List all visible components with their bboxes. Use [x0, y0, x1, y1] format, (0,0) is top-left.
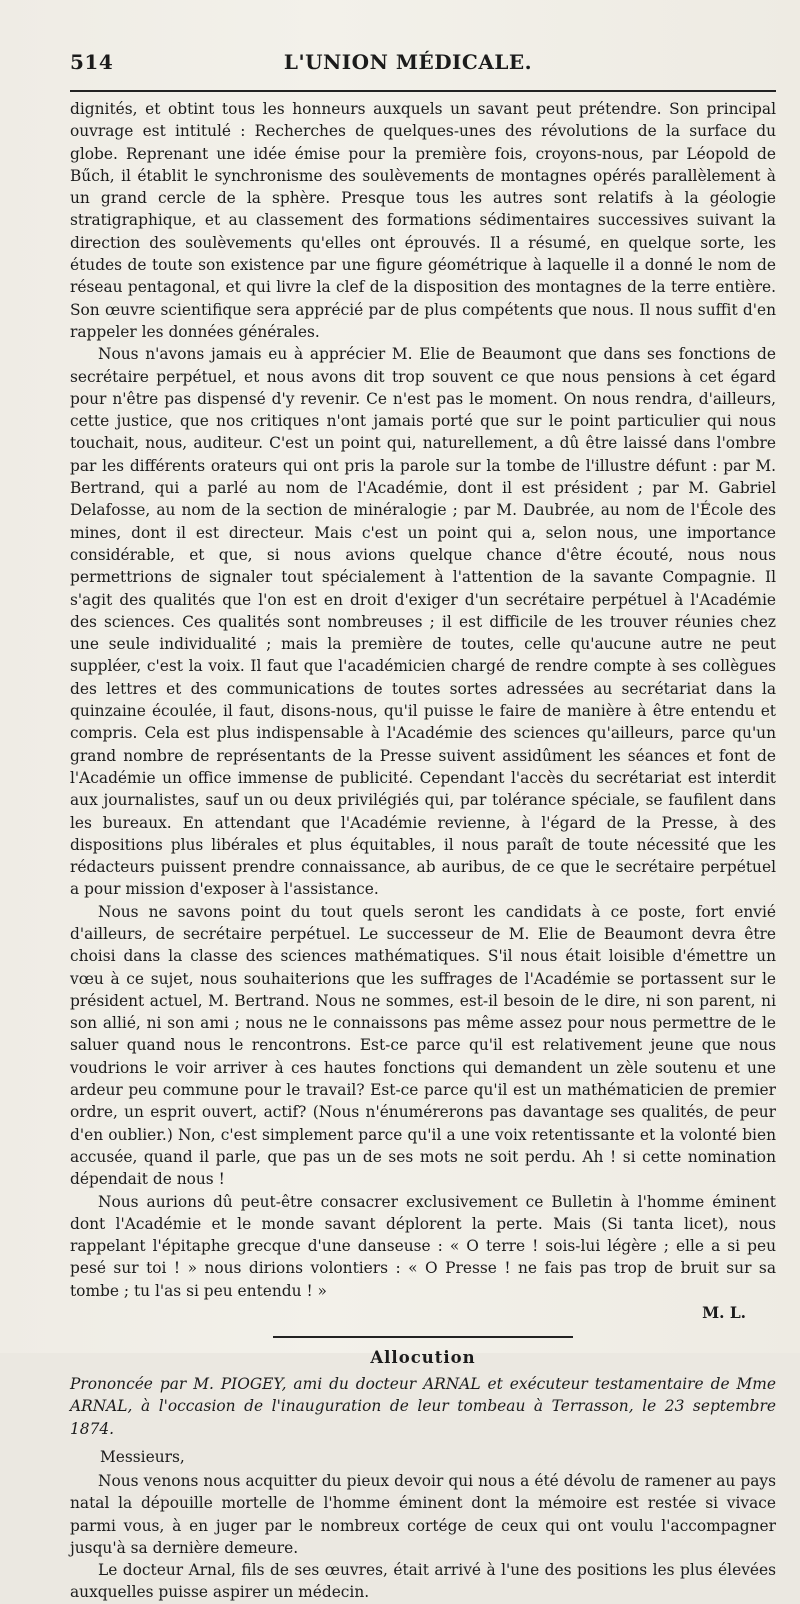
section-subtitle: Prononcée par M. PIOGEY, ami du docteur ARNAL et exécuteur testamentaire de Mme ARNAL, à l'occasion de l'inauguration de leur tombeau à Terrasson, le 23 septembre 1874. [70, 1375, 776, 1438]
article-paragraph: Nous aurions dû peut-être consacrer exclusivement ce Bulletin à l'homme éminent dont l'Académie et le monde savant déplorent la perte. Mais (Si tanta licet), nous rappelant l'épitaphe grecque d'une danseuse : « O terre ! sois-lui légère ; elle a si peu pesé sur toi ! » nous dirions volontiers : « O Presse ! ne fais pas trop de bruit sur sa tombe ; tu l'as si peu entendu ! » [70, 1192, 776, 1300]
article-body [70, 98, 776, 1604]
article-paragraph: Nous ne savons point du tout quels seront les candidats à ce poste, fort envié d'ailleurs, de secrétaire perpétuel. Le successeur de M. Elie de Beaumont devra être choisi dans la classe des sciences mathématiques. S'il nous était loisible d'émettre un vœu à ce sujet, nous souhaiterions que les suffrages de l'Académie se portassent sur le président actuel, M. Bertrand. Nous ne sommes, est-il besoin de le dire, ni son parent, ni son allié, ni son ami ; nous ne le connaissons pas même assez pour nous permettre de le saluer quand nous le rencontrons. Est-ce parce qu'il est relativement jeune que nous voudrions le voir arriver à ces hautes fonctions qui demandent un zèle soutenu et une ardeur peu commune pour le travail? Est-ce parce qu'il est un mathématicien de premier ordre, un esprit ouvert, actif? (Nous n'énumérerons pas davantage ses qualités, de peur d'en oublier.) Non, c'est simplement parce qu'il a une voix retentissante et la volonté bien accusée, quand il parle, que pas un de ses mots ne soit perdu. Ah ! si cette nomination dépendait de nous ! [70, 902, 776, 1189]
section-title: Allocution [370, 1348, 476, 1368]
page-header [70, 50, 776, 74]
header-rule [70, 90, 776, 92]
allocution-paragraph: Le docteur Arnal, fils de ses œuvres, était arrivé à l'une des positions les plus élevées auxquelles puisse aspirer un médecin. [70, 1561, 776, 1602]
allocution-paragraph: Nous venons nous acquitter du pieux devoir qui nous a été dévolu de ramener au pays natal la dépouille mortelle de l'homme éminent dont la mémoire est restée si vivace parmi vous, à en juger par le nombreux cortége de ceux qui ont voulu l'accompagner jusqu'à sa dernière demeure. [70, 1471, 776, 1557]
article-paragraph: Nous n'avons jamais eu à apprécier M. Elie de Beaumont que dans ses fonctions de secrétaire perpétuel, et nous avons dit trop souvent ce que nous pensions à cet égard pour n'être pas dispensé d'y revenir. Ce n'est pas le moment. On nous rendra, d'ailleurs, cette justice, que nos critiques n'ont jamais porté que sur le point particulier qui nous touchait, nous, auditeur. C'est un point qui, naturellement, a dû être laissé dans l'ombre par les différents orateurs qui ont pris la parole sur la tombe de l'illustre défunt : par M. Bertrand, qui a parlé au nom de l'Académie, dont il est président ; par M. Gabriel Delafosse, au nom de la section de minéralogie ; par M. Daubrée, au nom de l'École des mines, dont il est directeur. Mais c'est un point qui a, selon nous, une importance considérable, et que, si nous avions quelque chance d'être écouté, nous nous permettrions de signaler tout spécialement à l'attention de la savante Compagnie. Il s'agit des qualités que l'on est en droit d'exiger d'un secrétaire perpétuel à l'Académie des sciences. Ces qualités sont nombreuses ; il est difficile de les trouver réunies chez une seule individualité ; mais la première de toutes, celle qu'aucune autre ne peut suppléer, c'est la voix. Il faut que l'académicien chargé de rendre compte à ses collègues des lettres et des communications de toutes sortes adressées au secrétariat dans la quinzaine écoulée, il faut, disons-nous, qu'il puisse le faire de manière à être entendu et compris. Cela est plus indispensable à l'Académie des sciences qu'ailleurs, parce qu'un grand nombre de représentants de la Presse suivent assidûment les séances et font de l'Académie un office immense de publicité. Cependant l'accès du secrétariat est interdit aux journalistes, sauf un ou deux privilégiés qui, par tolérance spéciale, se faufilent dans les bureaux. En attendant que l'Académie revienne, à l'égard de la Presse, à des dispositions plus libérales et plus équitables, il nous paraît de toute nécessité que les rédacteurs puissent prendre connaissance, ab auribus, de ce que le secrétaire perpétuel a pour mission d'exposer à l'assistance. [70, 345, 776, 899]
section-separator [273, 1336, 573, 1338]
page-number: 514 [70, 50, 114, 74]
article-paragraph: dignités, et obtint tous les honneurs auxquels un savant peut prétendre. Son principal ouvrage est intitulé : Recherches de quelques-unes des révolutions de la surface du globe. Reprenant une idée émise pour la première fois, croyons-nous, par Léopold de Bűch, il établit le synchronisme des soulèvements de montagnes opérés parallèlement à un grand cercle de la sphère. Presque tous les autres sont relatifs à la géologie stratigraphique, et au classement des formations sédimentaires successives suivant la direction des soulèvements qu'elles ont éprouvés. Il a résumé, en quelque sorte, les études de toute son existence par une figure géométrique à laquelle il a donné le nom de réseau pentagonal, et qui livre la clef de la disposition des montagnes de la terre entière. Son œuvre scientifique sera apprécié par de plus compétents que nous. Il nous suffit d'en rappeler les données générales. [70, 100, 776, 341]
salutation: Messieurs, [100, 1447, 185, 1466]
running-title: L'UNION MÉDICALE. [283, 50, 533, 74]
author-signature: M. L. [702, 1304, 746, 1323]
